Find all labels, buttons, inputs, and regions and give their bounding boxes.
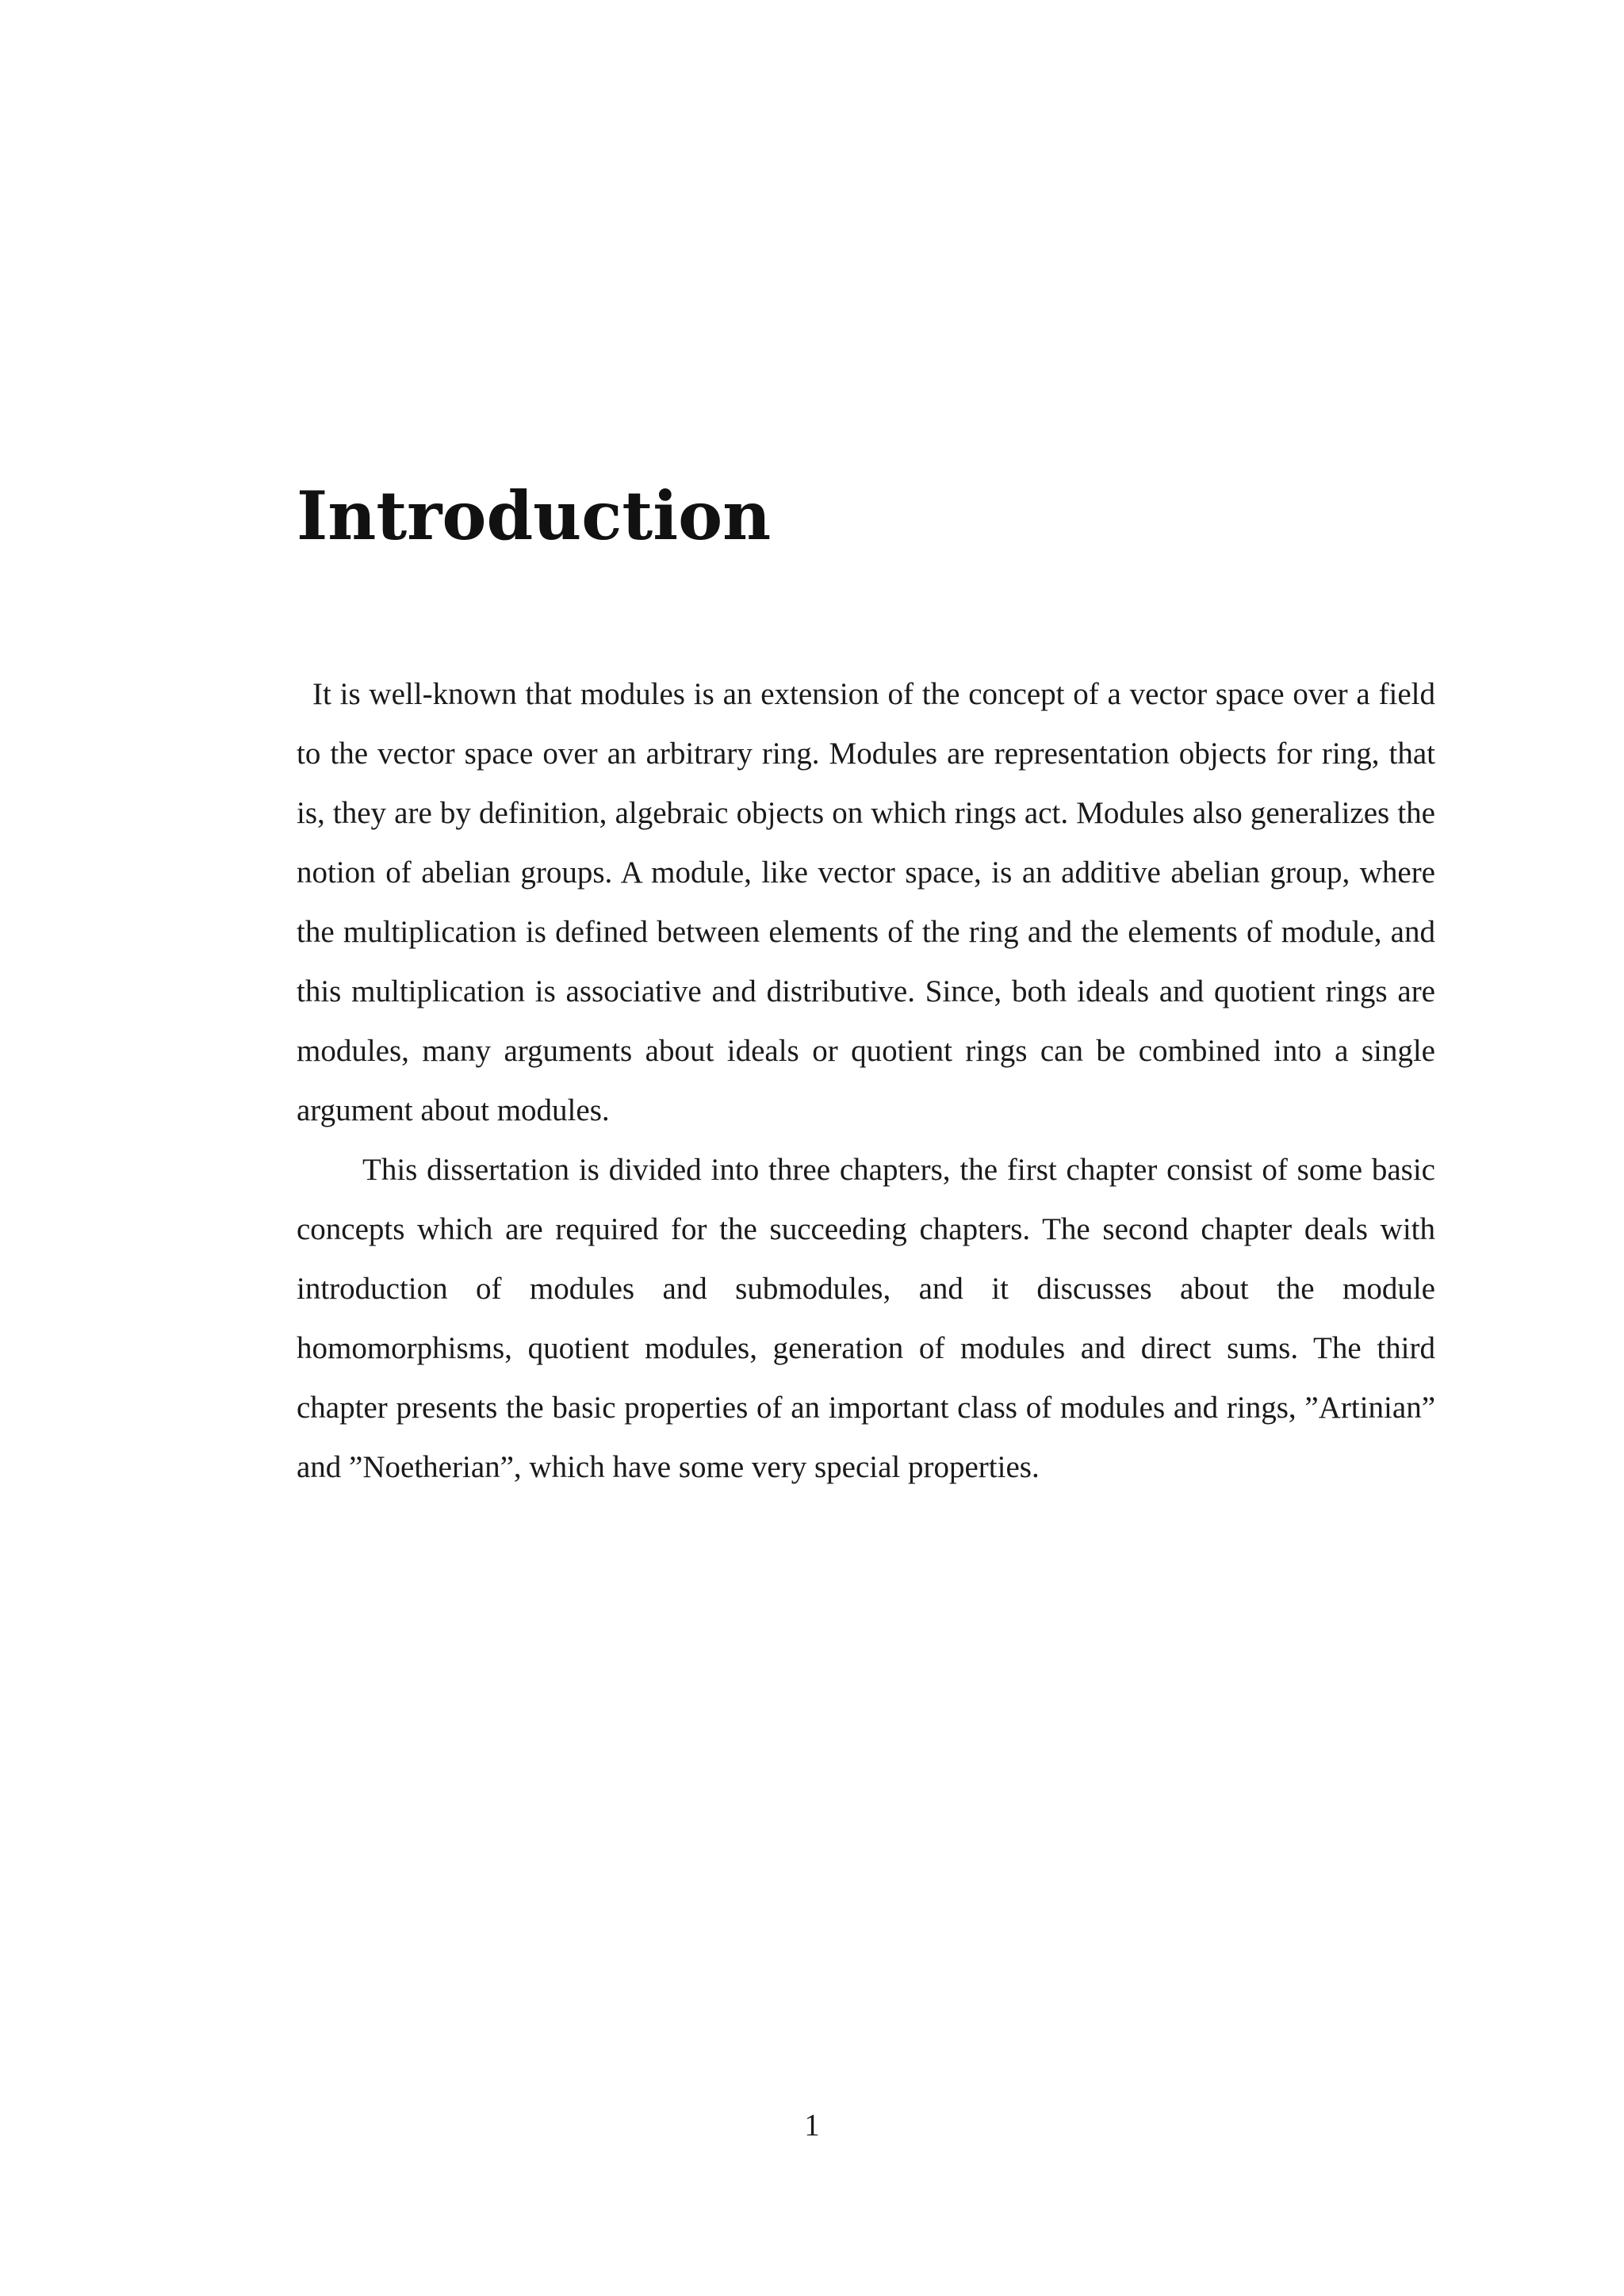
body-text (297, 664, 1435, 1497)
page-number: 1 (804, 2108, 820, 2142)
paragraph-dissertation-outline: This dissertation is divided into three chapters, the first chapter consist of some basic concepts which are required for the succeeding chapters. The second chapter deals with introduction of modules and submodules, and it discusses about the module homomorphisms, quotient modules, generation of modules and direct sums. The third chapter presents the basic properties of an important class of modules and rings, ”Artinian” and ”Noetherian”, which have some very special properties. (297, 1153, 1435, 1484)
chapter-title: Introduction (297, 476, 772, 555)
paragraph-intro: It is well-known that modules is an extension of the concept of a vector space over a field to the vector space over an arbitrary ring. Modules are representation objects for ring, that is, they are by definition, algebraic objects on which rings act. Modules also generalizes the notion of abelian groups. A module, like vector space, is an additive abelian group, where the multiplication is defined between elements of the ring and the elements of module, and this multiplication is associative and distributive. Since, both ideals and quotient rings are modules, many arguments about ideals or quotient rings can be combined into a single argument about modules. (297, 677, 1435, 1127)
